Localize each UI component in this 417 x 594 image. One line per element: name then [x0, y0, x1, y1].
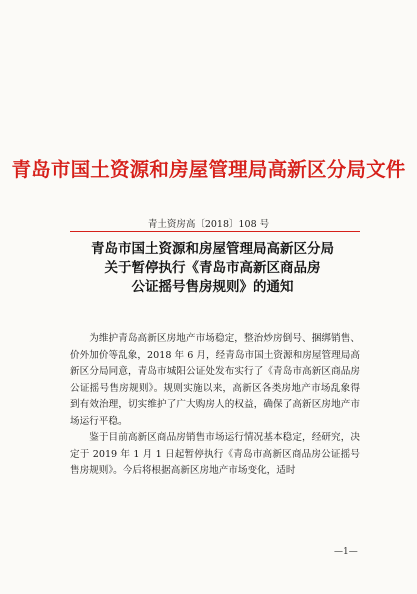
document-header-title: 青岛市国土资源和房屋管理局高新区分局文件 — [11, 158, 406, 181]
notice-title — [60, 240, 365, 297]
notice-title-line-1: 青岛市国土资源和房屋管理局高新区分局 — [91, 241, 334, 257]
body-paragraph-2: 鉴于目前高新区商品房销售市场运行情况基本稳定，经研究，决定于 2019 年 1 月 1 日起暂停执行《青岛市高新区商品房公证摇号售房规则》。今后将根据高新区房地产市场变化，适时 — [70, 432, 360, 476]
red-divider-line — [70, 231, 360, 232]
document-number: 青土资房高〔2018〕108 号 — [147, 219, 270, 230]
notice-body — [70, 331, 360, 480]
page-number: —1— — [334, 547, 358, 557]
body-paragraph-1: 为维护青岛高新区房地产市场稳定，整治炒房倒号、捆绑销售、价外加价等乱象，2018 年 6 月，经青岛市国土资源和房屋管理局高新区分局同意，青岛市城阳公证处发布实行了《青岛市高新区商品房公证摇号售房规则》。规则实施以来，高新区各类房地产市场乱象得到有效治理，切实维护了广大购房人的权益，确保了高新区房地产市场运行平稳。 — [70, 333, 360, 427]
notice-title-line-2: 关于暂停执行《青岛市高新区商品房 — [104, 260, 321, 276]
notice-title-line-3: 公证摇号售房规则》的通知 — [131, 279, 294, 295]
